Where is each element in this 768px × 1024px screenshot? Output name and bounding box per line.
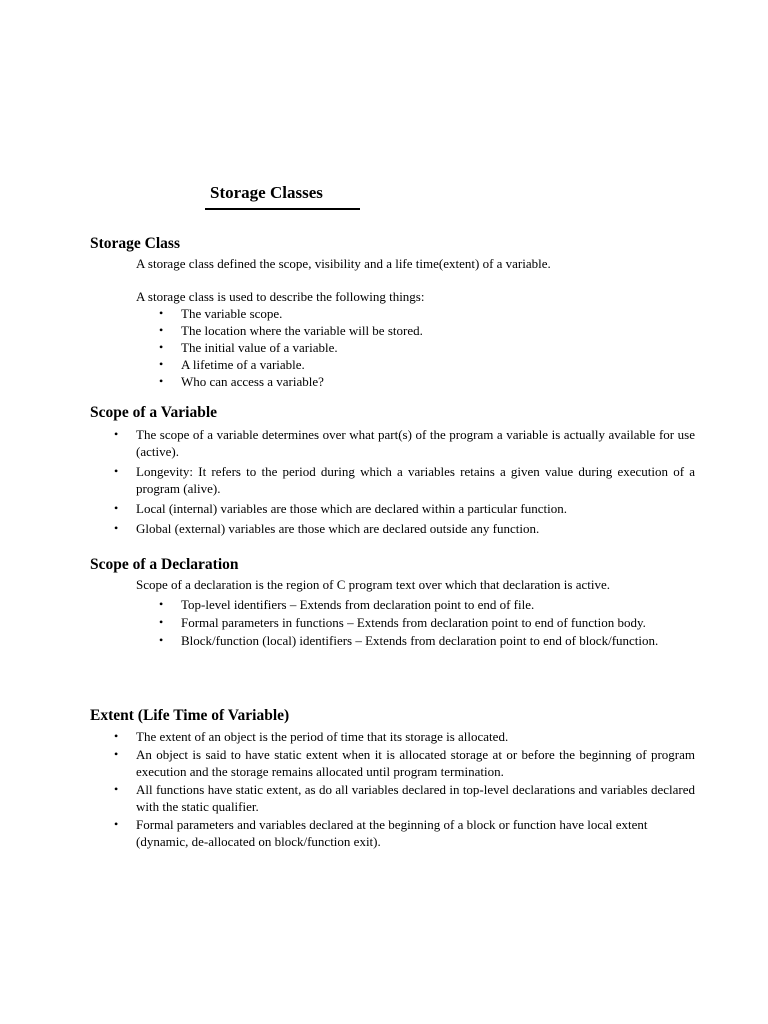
bullet-list bbox=[159, 596, 691, 649]
list-item-text: Top-level identifiers – Extends from declaration point to end of file. bbox=[181, 597, 535, 612]
list-item bbox=[114, 500, 695, 517]
list-item-text: The variable scope. bbox=[181, 306, 283, 321]
bullet-icon: • bbox=[159, 323, 164, 337]
section-storage-class bbox=[90, 234, 695, 390]
list-item bbox=[114, 520, 695, 537]
bullet-icon: • bbox=[159, 306, 164, 320]
section-heading: Scope of a Declaration bbox=[90, 556, 239, 573]
list-item-text: A lifetime of a variable. bbox=[181, 357, 305, 372]
list-item-text: The initial value of a variable. bbox=[181, 340, 338, 355]
document-title: Storage Classes bbox=[205, 183, 360, 210]
list-item-text: The extent of an object is the period of time that its storage is allocated. bbox=[136, 729, 509, 744]
section-heading: Scope of a Variable bbox=[90, 404, 218, 421]
bullet-icon: • bbox=[114, 729, 119, 743]
list-item bbox=[159, 305, 695, 322]
bullet-icon: • bbox=[114, 427, 119, 441]
bullet-list bbox=[114, 728, 695, 850]
list-item bbox=[159, 356, 695, 373]
bullet-icon: • bbox=[114, 464, 119, 478]
list-item-text: Global (external) variables are those which are declared outside any function. bbox=[136, 521, 540, 536]
bullet-icon: • bbox=[159, 340, 164, 354]
bullet-icon: • bbox=[159, 597, 164, 611]
bullet-icon: • bbox=[159, 633, 164, 647]
section-extent bbox=[90, 706, 695, 850]
section-scope-variable bbox=[90, 403, 695, 537]
list-item-text: All functions have static extent, as do all variables declared in top-level declarations and variables declared with the static qualifier. bbox=[136, 782, 695, 814]
list-item bbox=[114, 781, 695, 815]
bullet-icon: • bbox=[159, 357, 164, 371]
list-item bbox=[159, 373, 695, 390]
list-item bbox=[159, 596, 691, 613]
bullet-icon: • bbox=[159, 615, 164, 629]
list-item-text: Formal parameters in functions – Extends from declaration point to end of function body. bbox=[181, 615, 646, 630]
list-item-text: The location where the variable will be stored. bbox=[181, 323, 423, 338]
bullet-icon: • bbox=[114, 782, 119, 796]
list-item-text: An object is said to have static extent when it is allocated storage at or before the beginning of program execution and the storage remains allocated until program termination. bbox=[136, 747, 695, 779]
list-item-text: Block/function (local) identifiers – Extends from declaration point to end of block/function. bbox=[181, 633, 659, 648]
list-item bbox=[159, 614, 691, 631]
list-item-text: Local (internal) variables are those which are declared within a particular function. bbox=[136, 501, 567, 516]
bullet-list bbox=[159, 305, 695, 390]
section-scope-declaration bbox=[90, 555, 695, 649]
section-heading: Extent (Life Time of Variable) bbox=[90, 707, 290, 724]
list-item bbox=[114, 426, 695, 460]
section-heading: Storage Class bbox=[90, 235, 180, 252]
list-item bbox=[114, 816, 671, 850]
list-item bbox=[159, 632, 691, 649]
list-item-text: The scope of a variable determines over what part(s) of the program a variable is actually available for use (active). bbox=[136, 427, 695, 459]
section-intro: Scope of a declaration is the region of C program text over which that declaration is active. bbox=[136, 577, 610, 592]
list-item bbox=[114, 728, 695, 745]
list-item bbox=[114, 746, 695, 780]
bullet-icon: • bbox=[114, 501, 119, 515]
bullet-icon: • bbox=[114, 747, 119, 761]
bullet-icon: • bbox=[159, 374, 164, 388]
list-item bbox=[159, 339, 695, 356]
section-intro: A storage class defined the scope, visibility and a life time(extent) of a variable. bbox=[136, 256, 551, 271]
list-item bbox=[114, 463, 695, 497]
list-item-text: Longevity: It refers to the period during which a variables retains a given value during execution of a program (alive). bbox=[136, 464, 695, 496]
bullet-icon: • bbox=[114, 817, 119, 831]
list-item bbox=[159, 322, 695, 339]
bullet-icon: • bbox=[114, 521, 119, 535]
list-item-text: Formal parameters and variables declared at the beginning of a block or function have local extent (dynamic, de-allocated on block/function exit). bbox=[136, 817, 648, 849]
bullet-list bbox=[114, 426, 695, 537]
list-item-text: Who can access a variable? bbox=[181, 374, 324, 389]
section-lead: A storage class is used to describe the following things: bbox=[136, 289, 425, 304]
